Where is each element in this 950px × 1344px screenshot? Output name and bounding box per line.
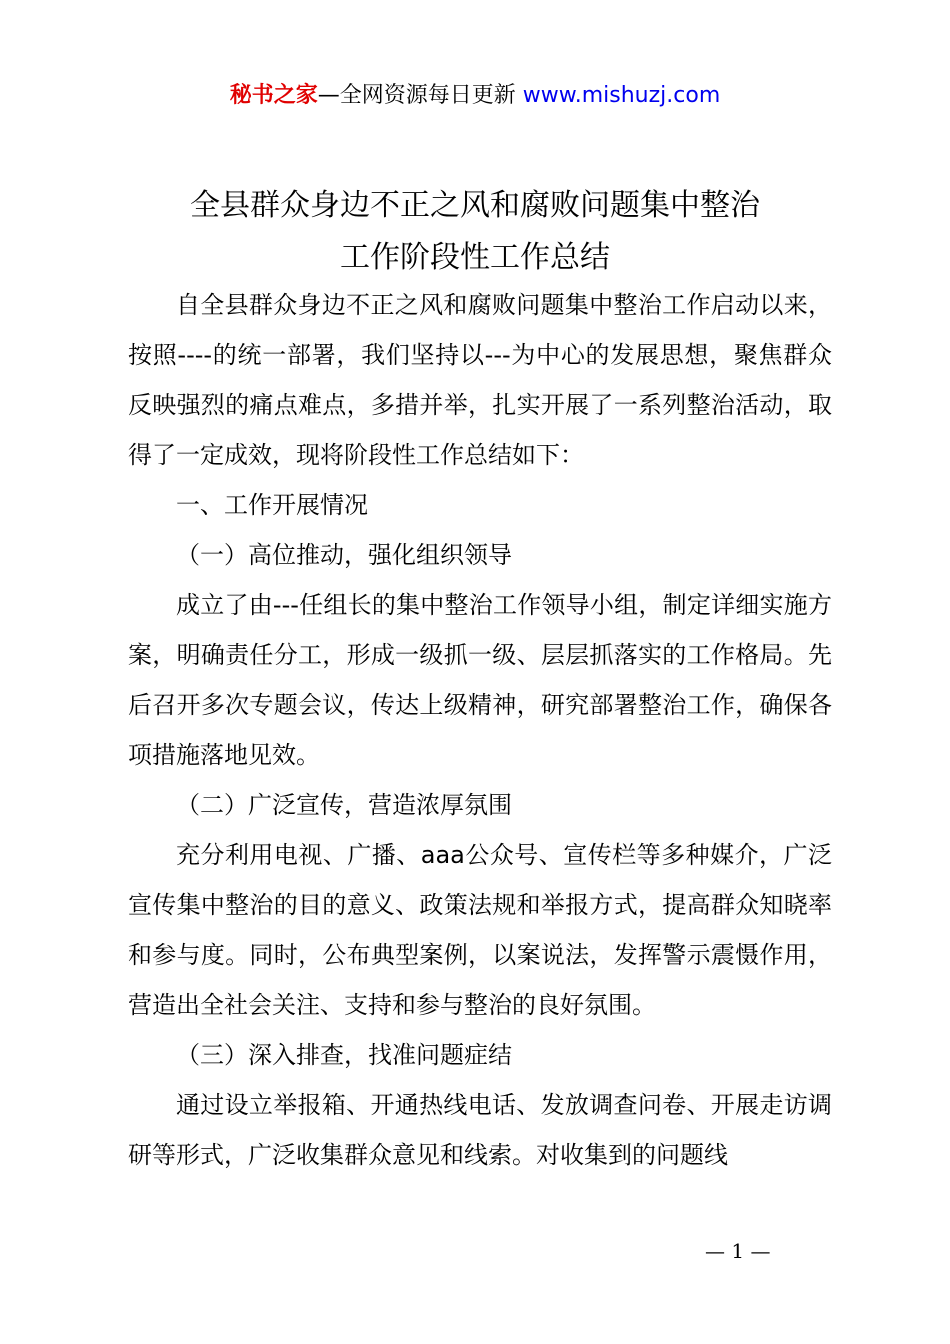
- site-header: [0, 80, 950, 112]
- subsection-heading: （一）高位推动，强化组织领导: [176, 541, 512, 569]
- page-number: — 1 —: [705, 1239, 771, 1263]
- subsection-heading: （三）深入排查，找准问题症结: [176, 1041, 512, 1069]
- section-heading: 一、工作开展情况: [176, 491, 368, 519]
- site-url-link[interactable]: www.mishuzj.com: [522, 83, 721, 108]
- site-brand: 秘书之家: [229, 83, 318, 108]
- document-title-line-1: 全县群众身边不正之风和腐败问题集中整治: [190, 188, 760, 223]
- body-paragraph: 成立了由---任组长的集中整治工作领导小组，制定详细实施方案，明确责任分工，形成一级抓一级、层层抓落实的工作格局。先后召开多次专题会议，传达上级精神，研究部署整治工作，确保各项措施落地见效。: [128, 591, 832, 769]
- body-paragraph: 通过设立举报箱、开通热线电话、发放调查问卷、开展走访调研等形式，广泛收集群众意见和线索。对收集到的问题线: [128, 1091, 832, 1169]
- document-body: [128, 280, 832, 1180]
- body-paragraph: 充分利用电视、广播、aaa公众号、宣传栏等多种媒介，广泛宣传集中整治的目的意义、政策法规和举报方式，提高群众知晓率和参与度。同时，公布典型案例，以案说法，发挥警示震慑作用，营造出全社会关注、支持和参与整治的良好氛围。: [128, 841, 832, 1019]
- document-title: [0, 180, 950, 284]
- header-tagline: 全网资源每日更新: [339, 83, 516, 108]
- header-separator: —: [317, 83, 340, 108]
- document-title-line-2: 工作阶段性工作总结: [340, 240, 610, 275]
- intro-paragraph: 自全县群众身边不正之风和腐败问题集中整治工作启动以来，按照----的统一部署，我们坚持以---为中心的发展思想，聚焦群众反映强烈的痛点难点，多措并举，扎实开展了一系列整治活动，取得了一定成效，现将阶段性工作总结如下：: [128, 291, 832, 469]
- subsection-heading: （二）广泛宣传，营造浓厚氛围: [176, 791, 512, 819]
